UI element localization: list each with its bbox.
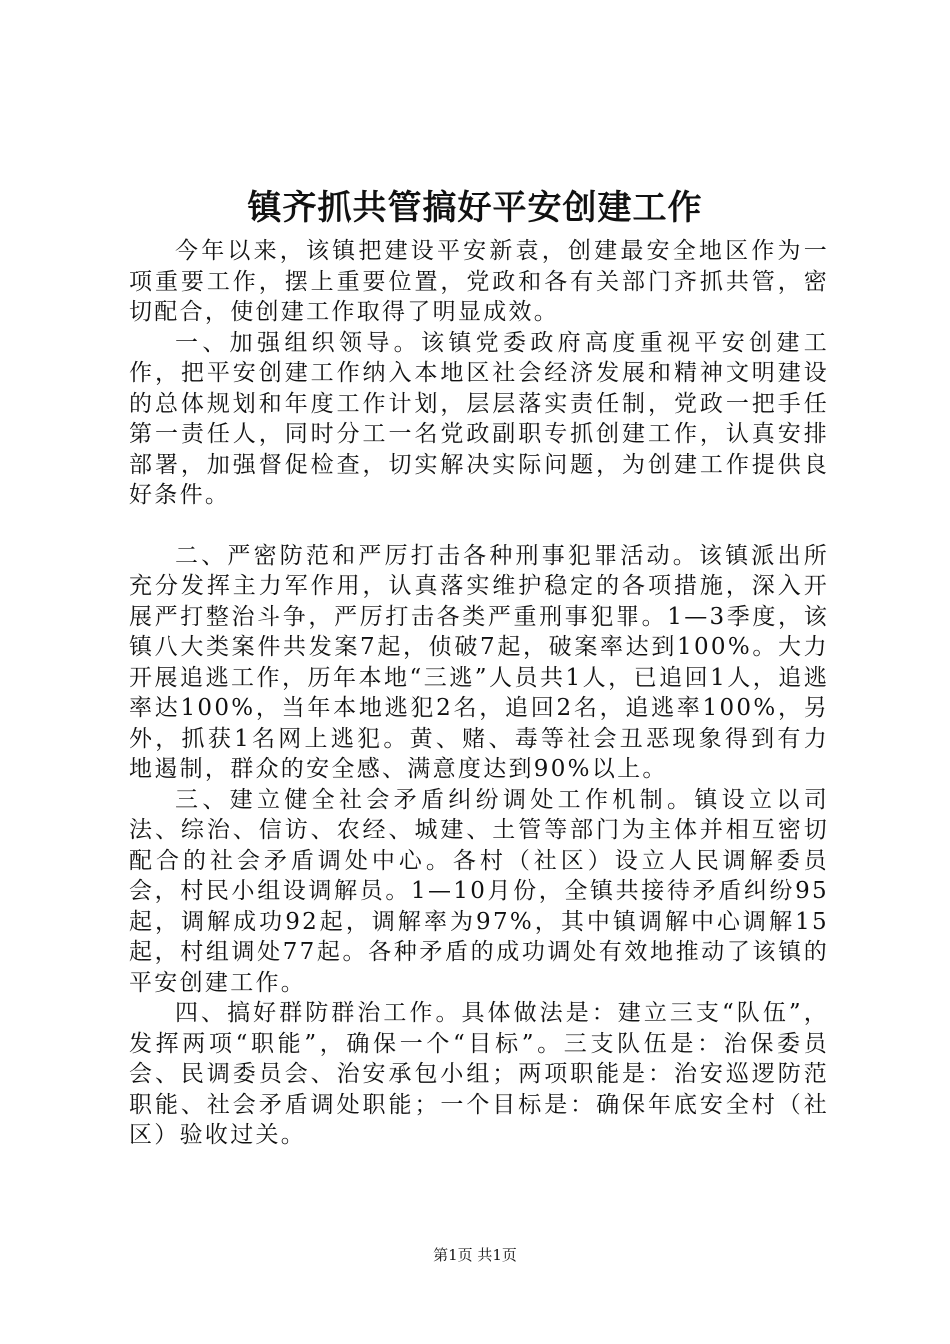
paragraph-section-3: 三、建立健全社会矛盾纠纷调处工作机制。镇设立以司法、综治、信访、农经、城建、土管等部门为主体并相互密切配合的社会矛盾调处中心。各村（社区）设立人民调解委员会，村民小组设调解员。1—10月份，全镇共接待矛盾纠纷95起，调解成功92起，调解率为97%，其中镇调解中心调解15起，村组调处77起。各种矛盾的成功调处有效地推动了该镇的平安创建工作。 [129, 786, 829, 996]
page-footer: 第1页 共1页 [433, 1246, 517, 1264]
document-body [129, 236, 829, 1151]
document-title: 镇齐抓共管搞好平安创建工作 [247, 188, 703, 228]
paragraph-section-4: 四、搞好群防群治工作。具体做法是：建立三支“队伍”，发挥两项“职能”，确保一个“目标”。三支队伍是：治保委员会、民调委员会、治安承包小组；两项职能是：治安巡逻防范职能、社会矛盾调处职能；一个目标是：确保年底安全村（社区）验收过关。 [129, 1000, 829, 1148]
paragraph-intro: 今年以来，该镇把建设平安新袁，创建最安全地区作为一项重要工作，摆上重要位置，党政和各有关部门齐抓共管，密切配合，使创建工作取得了明显成效。 [129, 238, 829, 325]
paragraph-section-2: 二、严密防范和严厉打击各种刑事犯罪活动。该镇派出所充分发挥主力军作用，认真落实维护稳定的各项措施，深入开展严打整治斗争，严厉打击各类严重刑事犯罪。1—3季度，该镇八大类案件共发案7起，侦破7起，破案率达到100%。大力开展追逃工作，历年本地“三逃”人员共1人，已追回1人，追逃率达100%，当年本地逃犯2名，追回2名，追逃率100%，另外，抓获1名网上逃犯。黄、赌、毒等社会丑恶现象得到有力地遏制，群众的安全感、满意度达到90%以上。 [129, 542, 829, 782]
paragraph-section-1: 一、加强组织领导。该镇党委政府高度重视平安创建工作，把平安创建工作纳入本地区社会经济发展和精神文明建设的总体规划和年度工作计划，层层落实责任制，党政一把手任第一责任人，同时分工一名党政副职专抓创建工作，认真安排部署，加强督促检查，切实解决实际问题，为创建工作提供良好条件。 [129, 329, 829, 508]
